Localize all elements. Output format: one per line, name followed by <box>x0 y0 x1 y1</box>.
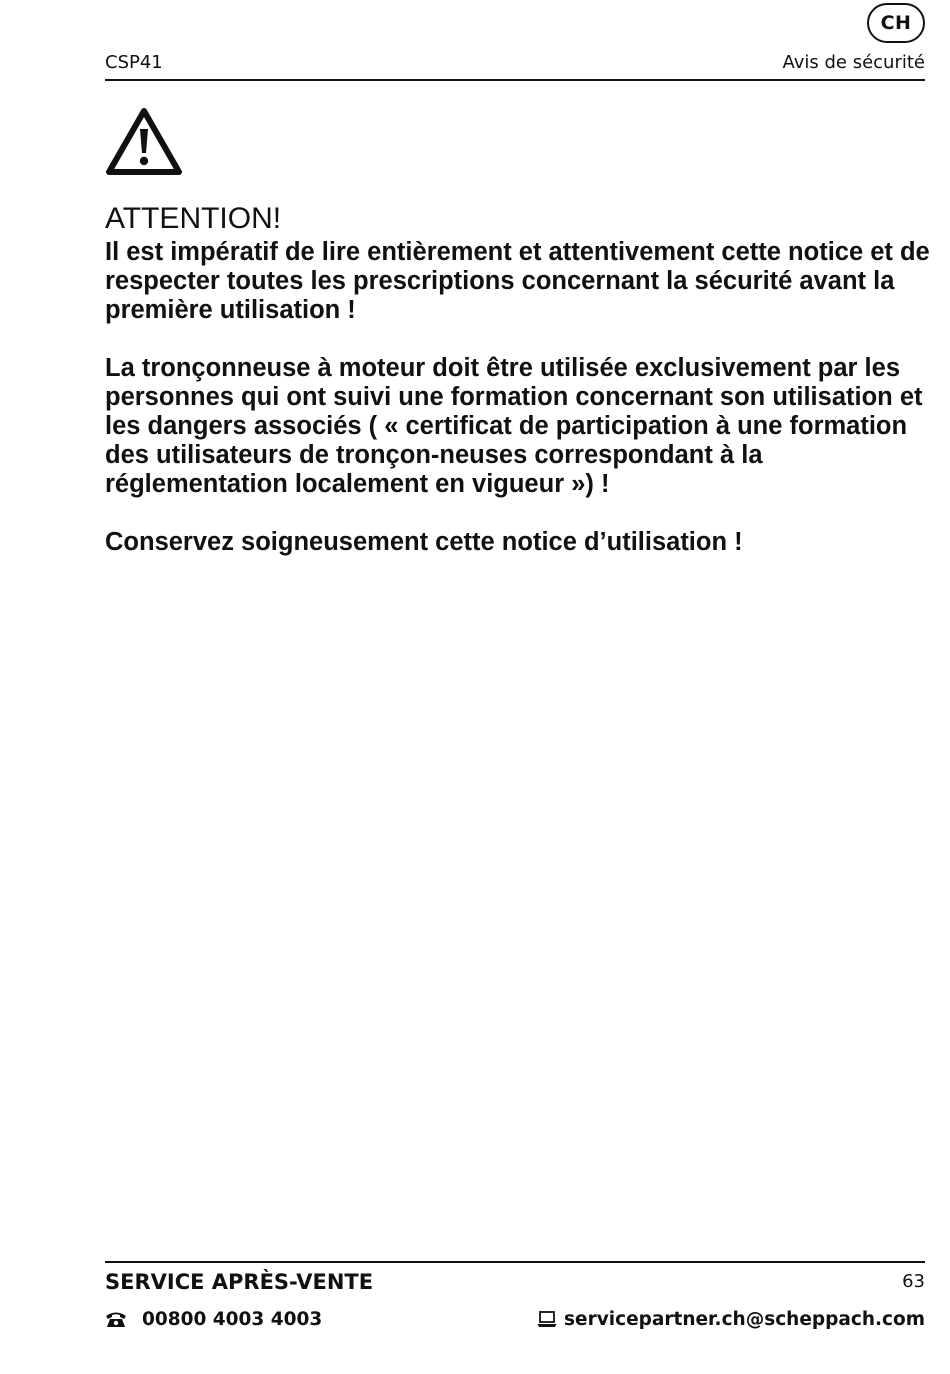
country-badge: CH <box>867 3 925 43</box>
safety-notice <box>105 200 930 557</box>
page-number: 63 <box>902 1271 925 1292</box>
phone-number[interactable]: 00800 4003 4003 <box>142 1308 323 1330</box>
header-divider <box>105 79 925 81</box>
section-title: Avis de sécurité <box>782 52 925 73</box>
attention-title: ATTENTION! <box>105 202 282 235</box>
notice-paragraph-read: Il est impératif de lire entièrement et attentivement cette notice et de respecter toutes les prescriptions concernant la sécurité avant la première utilisation ! <box>105 238 930 324</box>
email-address[interactable]: servicepartner.ch@scheppach.com <box>564 1308 925 1330</box>
telephone-icon <box>105 1310 127 1328</box>
service-phone <box>105 1306 322 1332</box>
service-email <box>537 1306 925 1332</box>
notice-paragraph-keep: Conservez soigneusement cette notice d’utilisation ! <box>105 528 743 556</box>
warning-triangle-icon <box>105 106 183 176</box>
footer-divider <box>105 1261 925 1263</box>
notice-paragraph-training: La tronçonneuse à moteur doit être utilisée exclusivement par les personnes qui ont suivi une formation concernant son utilisation et les dangers associés ( « certificat de participation à une formation des utilisateurs de tronçon-neuses correspondant à la réglementation localement en vigueur ») ! <box>105 354 923 498</box>
model-name: CSP41 <box>105 52 163 73</box>
service-title: SERVICE APRÈS-VENTE <box>105 1270 374 1294</box>
laptop-icon <box>537 1310 557 1328</box>
